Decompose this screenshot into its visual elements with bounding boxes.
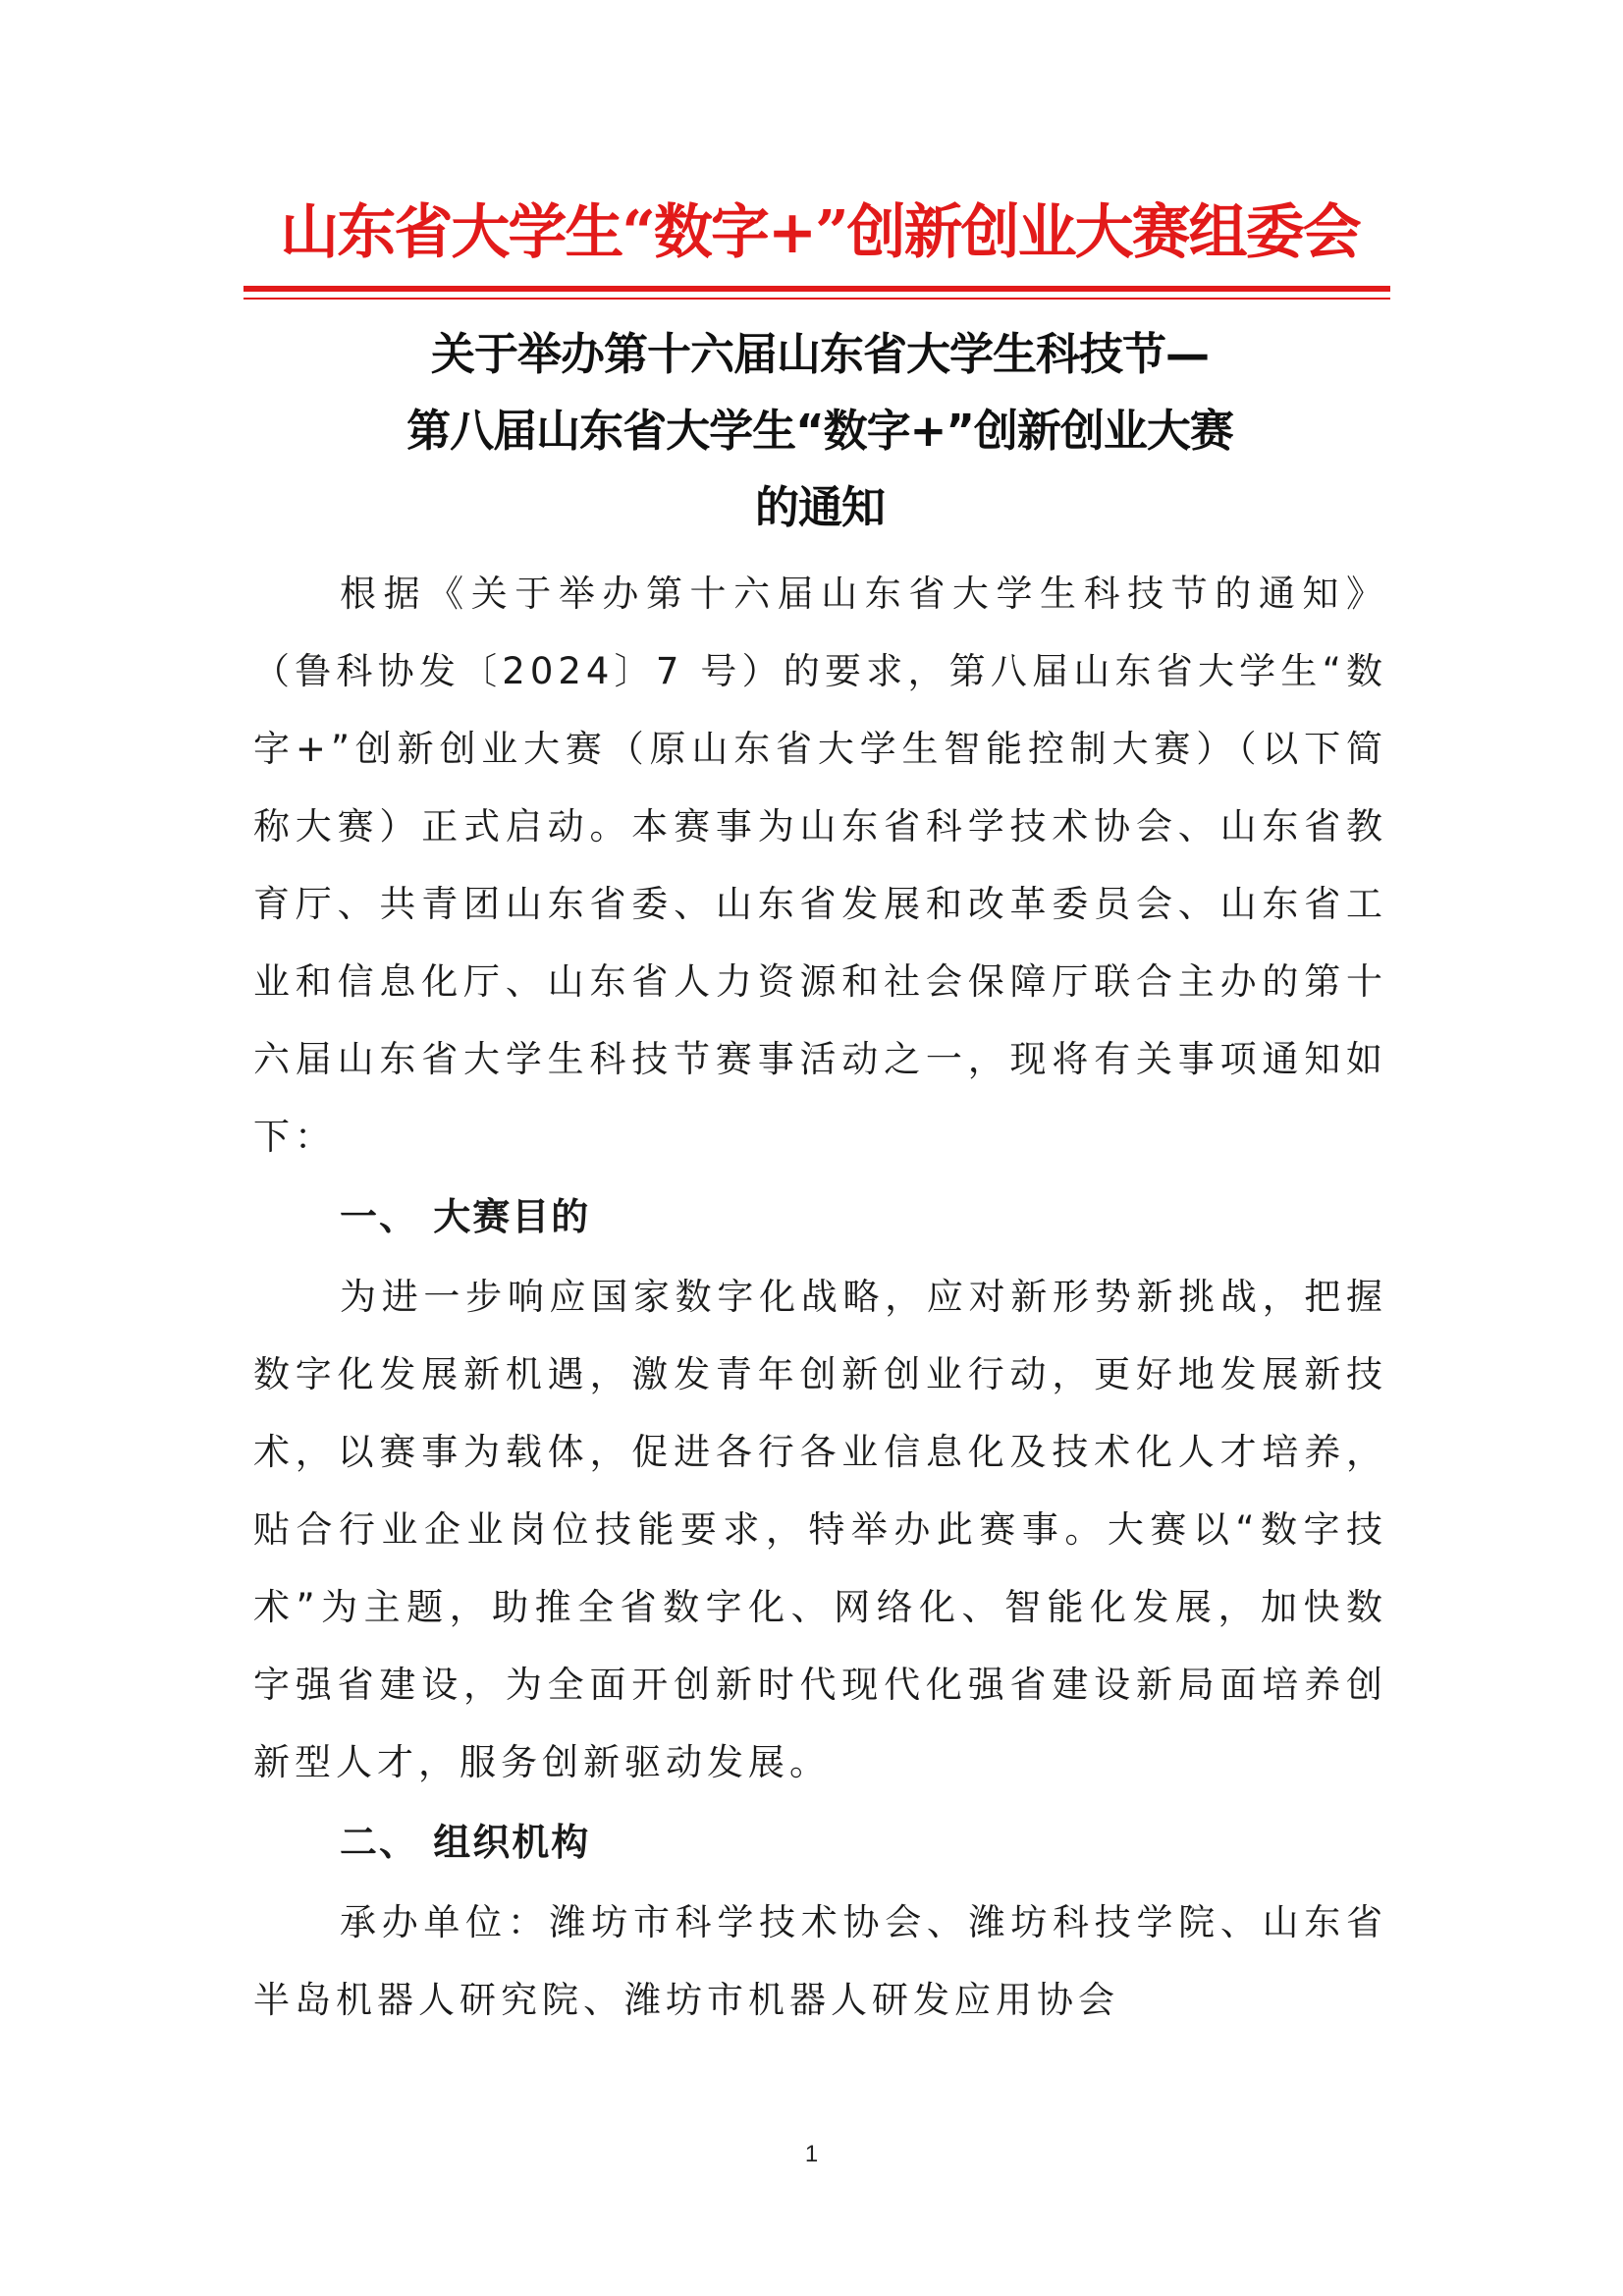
header-red-rule-thick [243, 286, 1390, 292]
page-number: 1 [804, 2141, 819, 2167]
intro-paragraph: 根据《关于举办第十六届山东省大学生科技节的通知》（鲁科协发〔2024〕7 号）的要求，第八届山东省大学生“数字+”创新创业大赛（原山东省大学生智能控制大赛）（以下简称大赛）正式启动。本赛事为山东省科学技术协会、山东省教育厅、共青团山东省委、山东省发展和改革委员会、山东省工业和信息化厅、山东省人力资源和社会保障厅联合主办的第十六届山东省大学生科技节赛事活动之一，现将有关事项通知如下： [253, 573, 1387, 1158]
title-line-1: 关于举办第十六届山东省大学生科技节— [430, 328, 1209, 380]
section-2-heading: 二、 组织机构 [340, 1821, 591, 1864]
title-line-2: 第八届山东省大学生“数字+”创新创业大赛 [406, 405, 1233, 457]
header-red-rule-thin [243, 298, 1390, 300]
organizer-header: 山东省大学生“数字+”创新创业大赛组委会 [280, 198, 1360, 267]
title-line-3: 的通知 [754, 481, 885, 533]
section-1-paragraph: 为进一步响应国家数字化战略，应对新形势新挑战，把握数字化发展新机遇，激发青年创新创业行动，更好地发展新技术，以赛事为载体，促进各行各业信息化及技术化人才培养，贴合行业企业岗位技能要求，特举办此赛事。大赛以“数字技术”为主题，助推全省数字化、网络化、智能化发展，加快数字强省建设，为全面开创新时代现代化强省建设新局面培养创新型人才，服务创新驱动发展。 [253, 1276, 1387, 1783]
document-title [245, 316, 1394, 546]
section-1-heading: 一、 大赛目的 [340, 1195, 591, 1238]
section-2-paragraph: 承办单位：潍坊市科学技术协会、潍坊科技学院、山东省半岛机器人研究院、潍坊市机器人研发应用协会 [253, 1901, 1387, 2021]
document-body [253, 555, 1387, 2039]
